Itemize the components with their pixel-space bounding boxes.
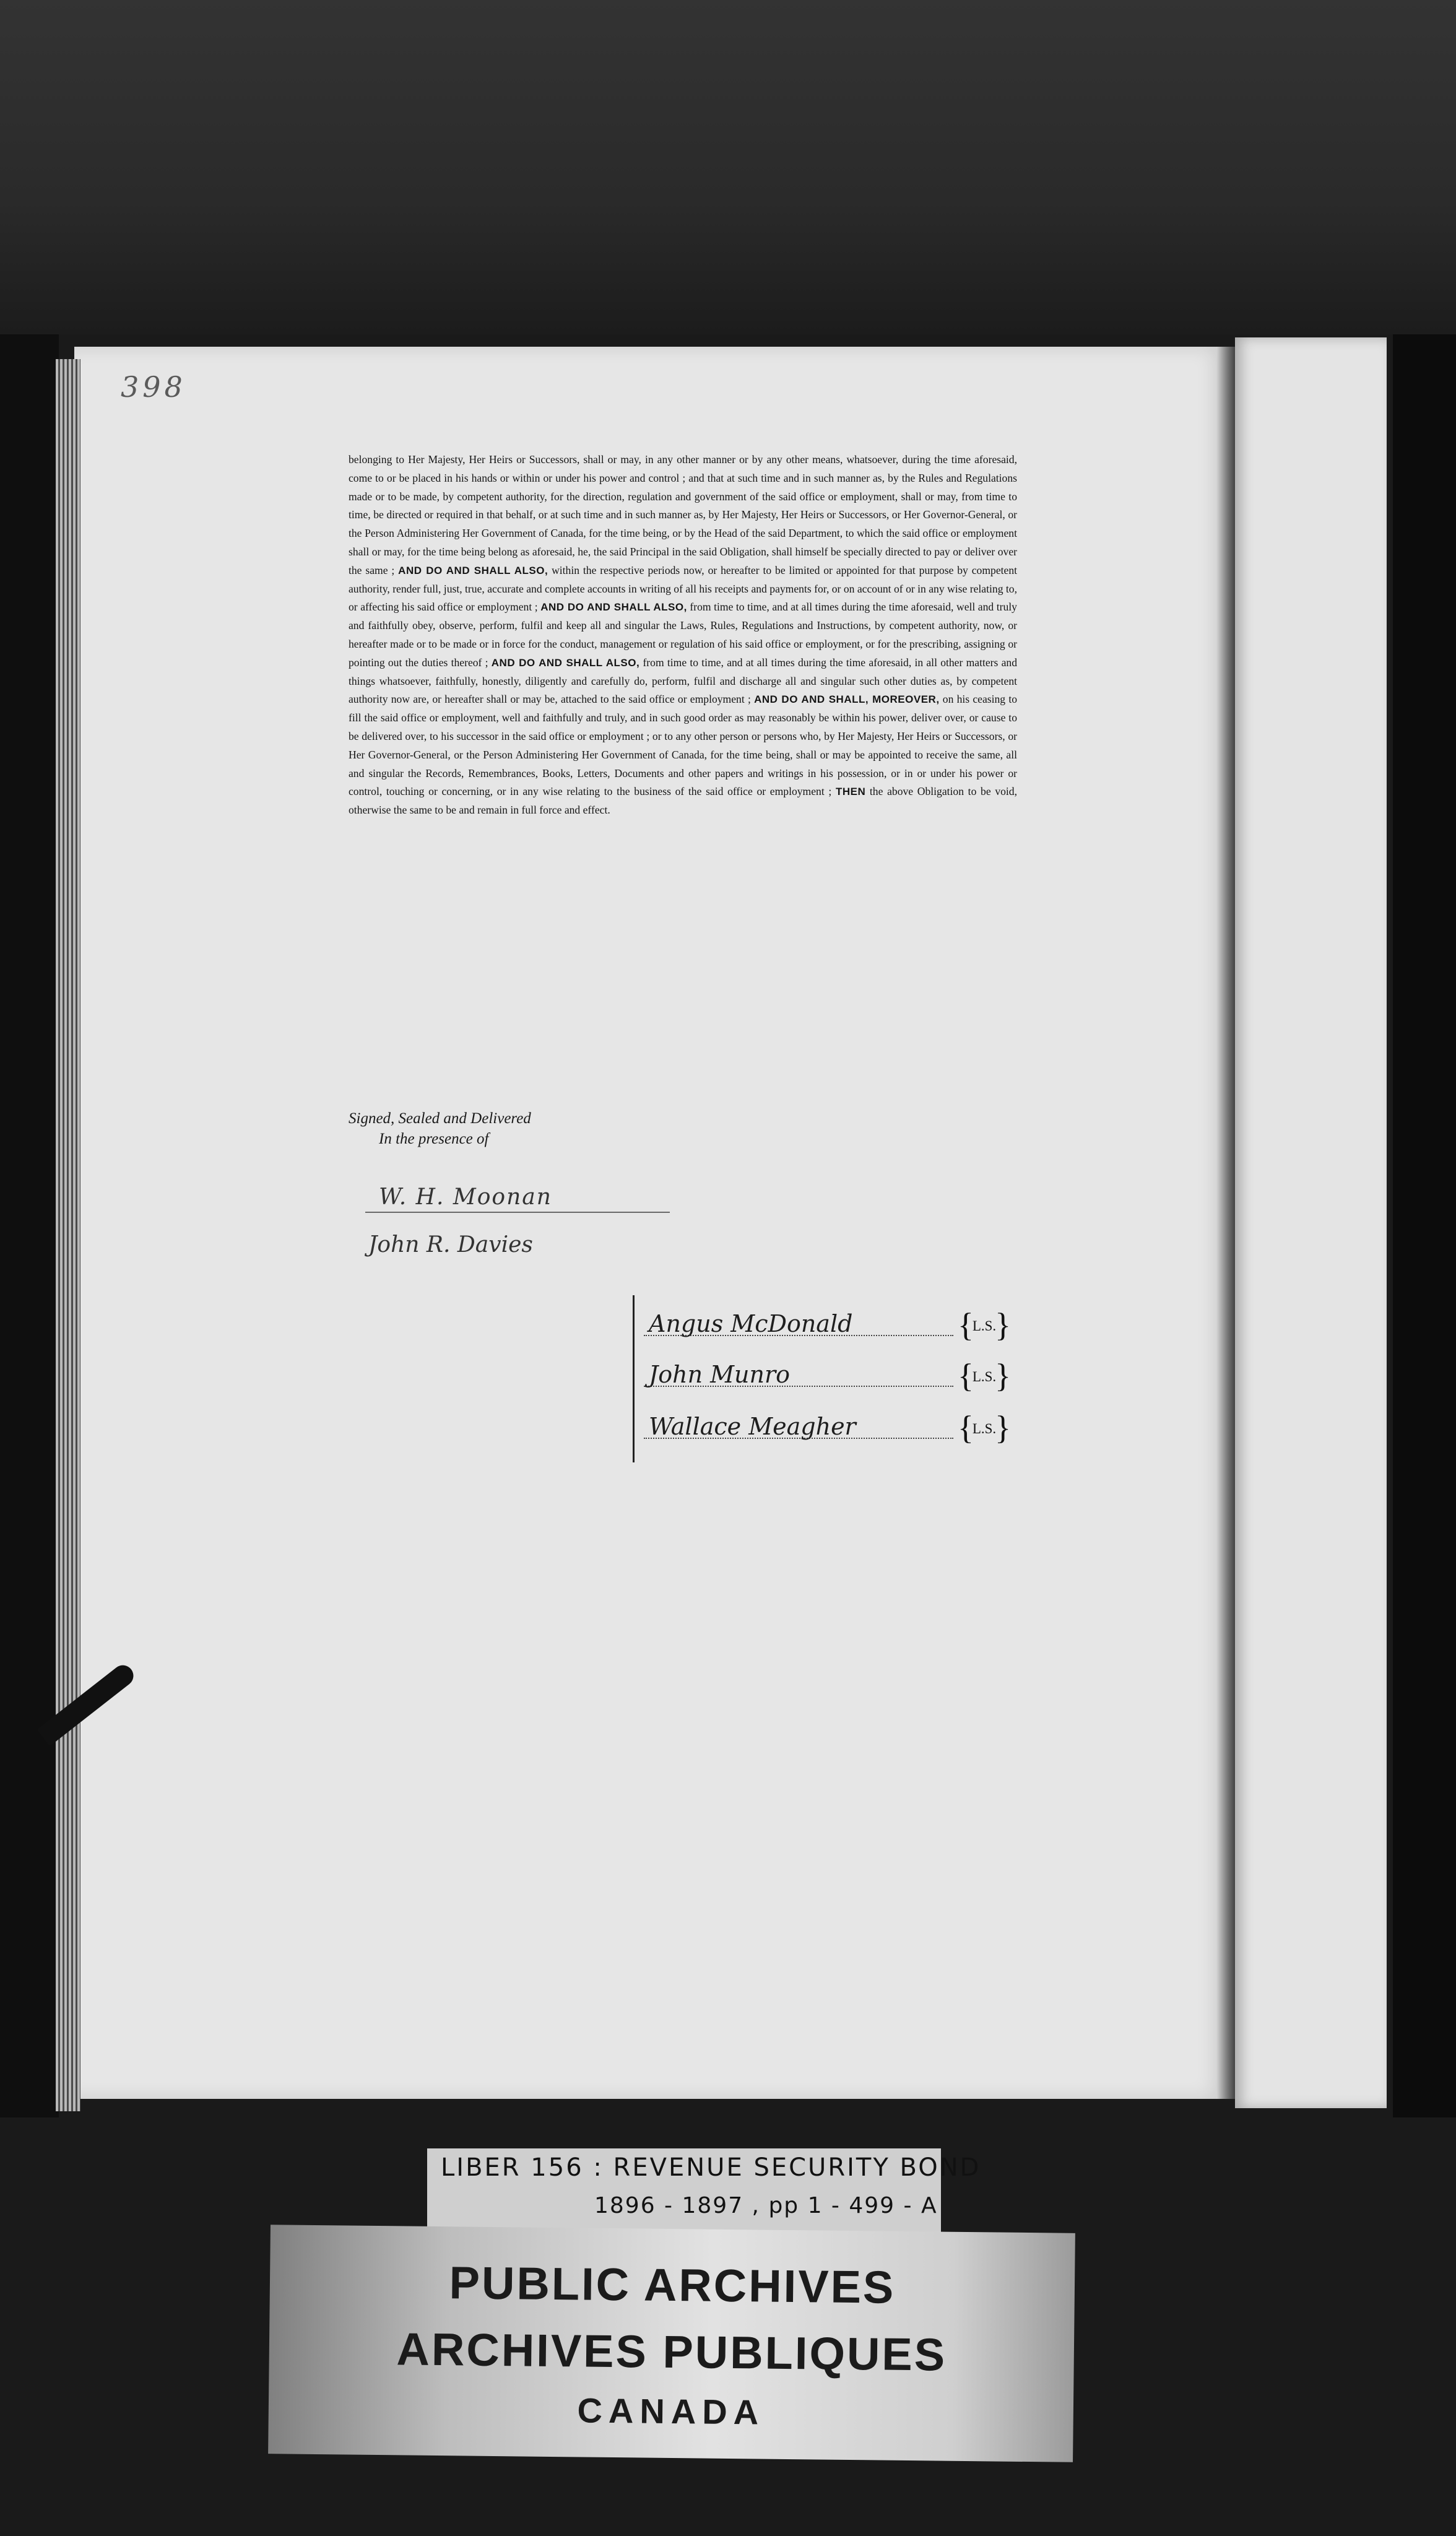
witness-signature: John R. Davies xyxy=(368,1232,533,1257)
bond-clause-heading: AND DO AND SHALL, MOREOVER, xyxy=(754,693,940,706)
signatory-row xyxy=(644,1356,997,1393)
stacked-page-edges xyxy=(56,359,80,2111)
catalog-label-line-2: 1896 - 1897 , pp 1 - 499 - A xyxy=(594,2193,938,2218)
seal-mark: { L.S. } xyxy=(963,1361,1006,1393)
bond-clause-heading: AND DO AND SHALL ALSO, xyxy=(491,656,640,669)
adjacent-page xyxy=(1235,337,1387,2108)
signatory-signature: John Munro xyxy=(649,1361,791,1388)
bond-text-run: the above Obligation to be void, otherwise the same to be and remain in full force and effect. xyxy=(349,785,1017,817)
archive-stamp-country: CANADA xyxy=(577,2391,765,2432)
signatory-signature: Angus McDonald xyxy=(649,1310,853,1337)
witness-signature: W. H. Moonan xyxy=(379,1184,552,1210)
bond-text-run: from time to time, and at all times during the time aforesaid, well and truly and faithfully obey, observe, perform, fulfil and keep all and singular the Laws, Rules, Regulations and Instructions, by competent authority, now, or hereafter made or to be made or in force for the conduct, management or regulation of his said office or employment, or for the prescribing, assigning or pointing out the duties thereof ; xyxy=(349,601,1017,669)
bond-text-run: on his ceasing to fill the said office or employment, well and faithfully and truly, and in such good order as may reasonably be within his power, deliver over, or cause to be delivered over, to his successor in the said office or employment ; or to any other person or persons who, by Her Majesty, Her Heirs or Successors, or Her Governor-General, or the Person Administering Her Government of Canada, for the time being, shall or may be appointed to receive the same, all and singular the Records, Remembrances, Books, Letters, Documents and other papers and writings in his possession, or in or under his power or control, touching or concerning, or in any wise relating to the business of the said office or employment ; xyxy=(349,693,1017,798)
signatory-signature: Wallace Meagher xyxy=(649,1413,856,1440)
seal-mark: { L.S. } xyxy=(963,1413,1006,1445)
seal-mark: { L.S. } xyxy=(963,1310,1006,1342)
catalog-label-line-1: LIBER 156 : REVENUE SECURITY BOND xyxy=(441,2153,981,2182)
folio-number: 398 xyxy=(121,370,186,404)
archive-stamp-english: PUBLIC ARCHIVES xyxy=(449,2257,896,2313)
bond-text-run: belonging to Her Majesty, Her Heirs or Successors, shall or may, in any other manner or by any other means, whatsoever, during the time aforesaid, come to or be placed in his hands or within or under his power and control ; and that at such time and in such manner as, by the Rules and Regulations made or to be made, by competent authority, for the direction, regulation and government of the said office or employment, shall or may, from time to time, be directed or required in that behalf, or at such time and in such manner as, by Her Majesty, Her Heirs or Successors, or Her Governor-General, or the Person Administering Her Government of Canada, for the time being, or by the Head of the said Department, to which the said office or employment shall or may, for the time being belong as aforesaid, he, the said Principal in the said Obligation, shall himself be specially directed to pay or deliver over the same ; xyxy=(349,453,1017,576)
book-gutter xyxy=(1216,347,1235,2099)
bond-text-run: within the respective periods now, or hereafter to be limited or appointed for that purpose by competent authority, render full, just, true, accurate and complete accounts in writing of all his receipts and payments for, or on account of or in any wise relating to, or affecting his said office or employment ; xyxy=(349,563,1018,614)
signatory-row xyxy=(644,1305,997,1342)
bond-clause-heading: THEN xyxy=(835,786,866,798)
microfilm-background-top xyxy=(0,0,1456,334)
microfilm-background-left xyxy=(0,334,59,2117)
signed-sealed-delivered-label: Signed, Sealed and Delivered xyxy=(349,1110,531,1127)
archive-stamp-french: ARCHIVES PUBLIQUES xyxy=(396,2323,947,2381)
catalog-label xyxy=(427,2148,981,2232)
in-presence-of-label: In the presence of xyxy=(379,1131,489,1147)
signatories-bracket xyxy=(633,1295,635,1462)
signatory-row xyxy=(644,1408,997,1445)
microfilm-background-right xyxy=(1393,334,1456,2117)
bond-conditions-text xyxy=(349,451,1017,820)
archive-stamp xyxy=(268,2225,1075,2462)
bond-text-run: from time to time, and at all times during the time aforesaid, in all other matters and things whatsoever, faithfully, honestly, diligently and carefully do, perform, fulfil and discharge all and singular such other duties as, by competent authority now are, or hereafter shall or may be, attached to the said office or employment ; xyxy=(349,656,1017,706)
bond-clause-heading: AND DO AND SHALL ALSO, xyxy=(540,601,687,614)
witness-signature-line xyxy=(365,1212,670,1213)
bond-clause-heading: AND DO AND SHALL ALSO, xyxy=(398,564,548,576)
